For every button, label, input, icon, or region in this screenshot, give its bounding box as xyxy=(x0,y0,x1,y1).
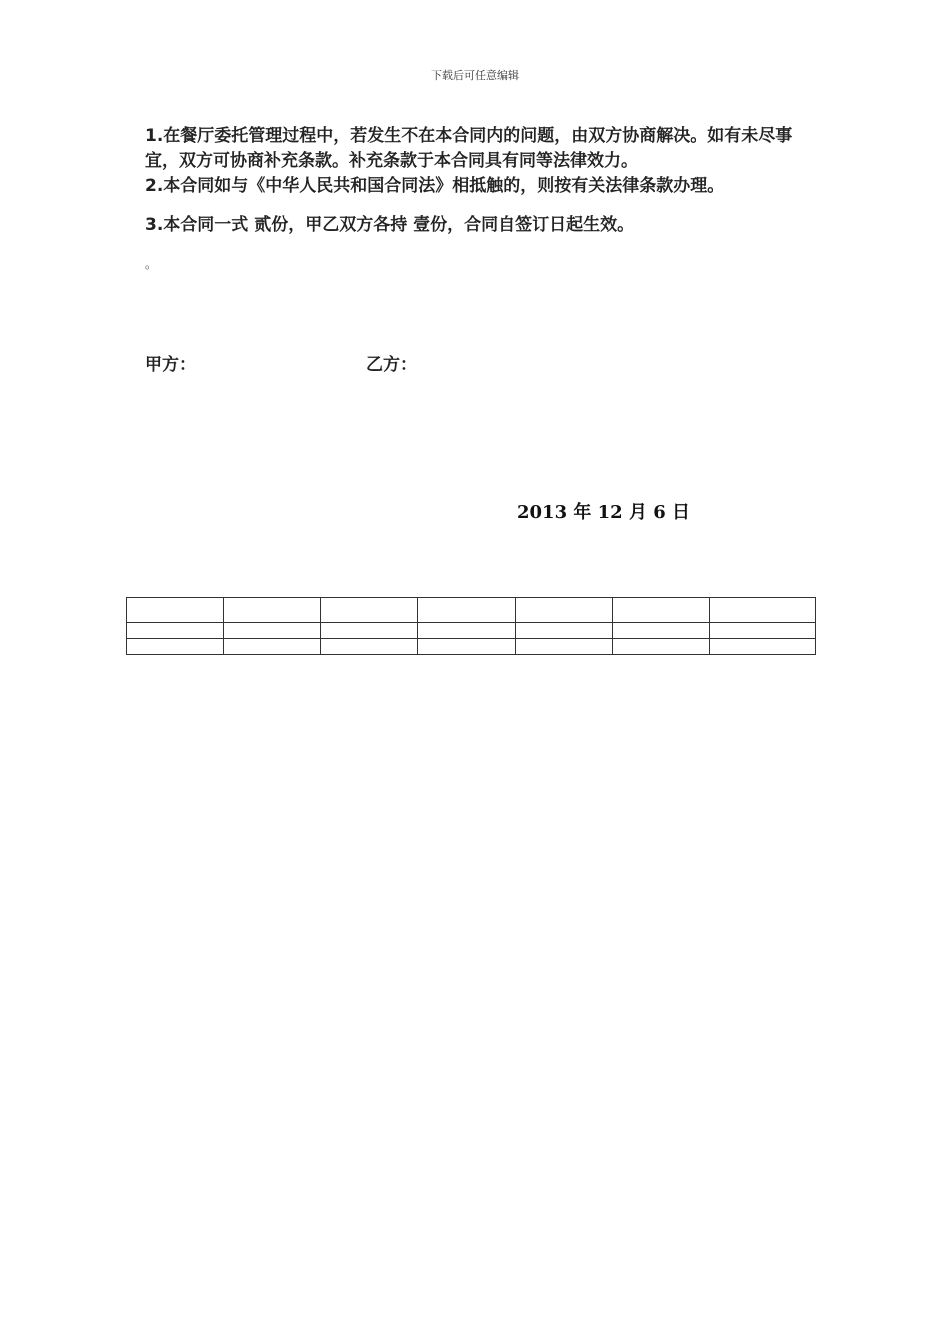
table-row xyxy=(127,639,816,655)
table-cell xyxy=(224,623,321,639)
clause-2: 2.本合同如与《中华人民共和国合同法》相抵触的，则按有关法律条款办理。 xyxy=(145,176,725,196)
table-cell xyxy=(224,639,321,655)
table-cell xyxy=(710,623,816,639)
clause-1: 1.在餐厅委托管理过程中，若发生不在本合同内的问题，由双方协商解决。如有未尽事宜，双方可协商补充条款。补充条款于本合同具有同等法律效力。 xyxy=(145,126,793,171)
period-mark: 。 xyxy=(145,257,158,271)
table-cell xyxy=(710,598,816,623)
table-cell xyxy=(515,598,612,623)
table-cell xyxy=(515,639,612,655)
table-cell xyxy=(127,623,224,639)
party-b-label: 乙方： xyxy=(366,355,417,375)
table-cell xyxy=(321,598,418,623)
table-cell xyxy=(127,639,224,655)
header-note: 下载后可任意编辑 xyxy=(431,69,519,82)
table-cell xyxy=(612,598,709,623)
table-cell xyxy=(224,598,321,623)
table-cell xyxy=(321,623,418,639)
table-cell xyxy=(612,639,709,655)
party-a-label: 甲方： xyxy=(145,355,196,375)
table-cell xyxy=(612,623,709,639)
table-cell xyxy=(418,598,515,623)
table-cell xyxy=(710,639,816,655)
table-row xyxy=(127,623,816,639)
table-cell xyxy=(321,639,418,655)
table-cell xyxy=(418,639,515,655)
table-row xyxy=(127,598,816,623)
blank-table xyxy=(126,597,816,655)
signing-date: 2013 年 12 月 6 日 xyxy=(517,502,691,523)
contract-clauses xyxy=(145,124,825,238)
table-cell xyxy=(127,598,224,623)
clause-3: 3.本合同一式 贰份，甲乙双方各持 壹份，合同自签订日起生效。 xyxy=(145,215,635,235)
table-cell xyxy=(515,623,612,639)
table-cell xyxy=(418,623,515,639)
